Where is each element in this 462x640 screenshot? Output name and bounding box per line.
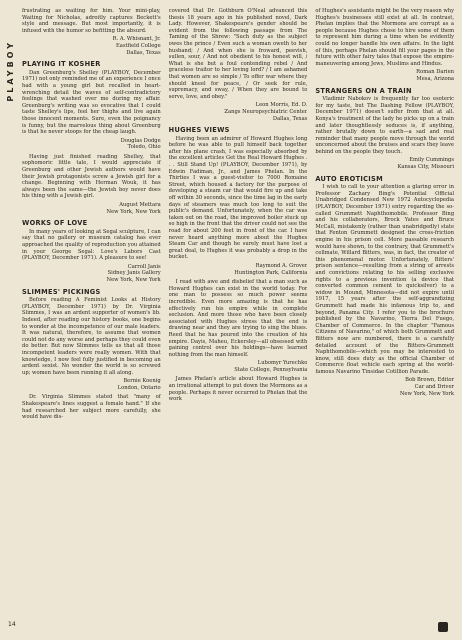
signature-location: Kansas City, Missouri — [397, 164, 455, 171]
signature-affiliation: Zangs Neuropsychiatric Center — [224, 108, 308, 115]
signature-location: New York, New York — [399, 390, 455, 397]
page-number: 14 — [8, 621, 16, 628]
letter-signature — [169, 102, 308, 122]
column-2 — [169, 8, 308, 632]
section-heading: HUGHES VIEWS — [168, 126, 230, 135]
signature-location: Dallas, Texas — [272, 115, 308, 122]
rabbit-logo-icon — [438, 622, 448, 632]
letter-signature — [169, 360, 308, 373]
magazine-sidebar: PLAYBOY — [6, 40, 15, 102]
letter-text: Before reading A Feminist Looks at History (PLAYBOY, December 1971) by Dr. Virginia Slimmes, I was an ardent supporter of women's lib. Indeed, after reading our history books, one begins to wonder at the incompetence of our male leaders. It was natural, therefore, to assume that women could not do any worse and perhaps they could even do better. But now Slimmes tells us that all those incompetent leaders were really women. With that knowledge, I now feel fully justified in becoming an ardent sexist. No wonder the world is so screwed up; women have been running it all along. — [22, 297, 161, 376]
signature-name: Raymond A. Grover — [255, 262, 308, 269]
signature-location: New York, New York — [106, 208, 161, 215]
signature-location: State College, Pennsylvania — [234, 366, 308, 373]
signature-location: London, Ontario — [117, 384, 161, 391]
letter-text: I wish to call to your attention a glaring error in Professor Zachary Bing's Potential Official Unabridged Condensed New 1972 Autocyclopedia (PLAYBOY, December 1971) entry regarding the so-called Grummett Naphthomobile. Professor Bing and his collaborators, Brock Yates and Bruce McCall, mistakenly (rather than unabridgedly) state that Fenton Grummett designed the cross-friction engine in his prison cell. More passable research would have shown, to the contrary, that Grummett's cellmate, Willard Bitters, was, in fact, the creator of this phenomenal motor. Unfortunately, Bitters' prison sentence—resulting from a string of arrests and convictions relating to his selling exclusive rights to a previous invention (a device that converted common cement to quicksilver) to a widow in Mound, Minnesota—did not expire until 1917, 15 years after the self-aggrandizing Grummett had made his infamous trip to, and beyond, Panama City. I refer you to the brochure published by the Navarino, Tierra Del Fuego, Chamber of Commerce. In the chapter "Famous Citizens of Navarino," of which both Grummett and Bitters now are numbered, there is a carefully detailed account of the Bitters-Grummett Naphthomobile—which you may be interested to know, still does duty as the official Chamber of Commerce float vehicle each spring at the world-famous Navarino Tinsidae Cotillion Parade. — [315, 184, 455, 375]
letter-signature — [169, 263, 308, 276]
letter-signature — [22, 264, 161, 284]
signature-name: Douglas Dodge — [120, 137, 161, 144]
signature-name: Lubomyr Yurechko — [257, 360, 308, 367]
signature-name: Carroll Janis — [127, 263, 161, 270]
letter-signature — [22, 202, 161, 215]
signature-name: R. A. Whisnant, Jr. — [112, 36, 161, 43]
section-heading: SLIMMES' PICKINGS — [22, 287, 101, 296]
signature-location: New York, New York — [106, 276, 161, 283]
signature-location: Huntington Park, California — [234, 269, 308, 276]
column-1 — [22, 8, 161, 632]
signature-name: August Mettara — [119, 202, 161, 209]
signature-name: Leon Morris, Ed. D. — [255, 102, 308, 109]
column-3 — [315, 8, 454, 632]
signature-name: Bernie Koenig — [123, 378, 161, 385]
letter-text: Having been an admirer of Howard Hughes long before he was able to pull himself back together after his plane crash, I was especially absorbed by the excellent articles Get the Real Howard Hughes . . . Still Stand Up! (PLAYBOY, December 1971), by Edwin Fadiman, Jr., and James Phelan. In the Thirties I was a guest-visitor to 7000 Romaine Street, which housed a factory for the purpose of developing a steam car that would fire up and take off within 30 seconds, since the time lag in the early days of steamers was much too long to suit the public's demand. Unfortunately, when the car was taken out on the road, the improved boiler stuck up so high in the front that the driver could not see the road for about 200 feet in front of the car. I have never heard anything more about the Hughes Steam Car and though he surely must have lost a great deal, to Hughes it was probably a drop in the bucket. — [168, 135, 308, 261]
letter-signature — [315, 157, 454, 170]
signature-name: Bob Brown, Editor — [405, 377, 455, 384]
letter-text: James Phelan's article about Howard Hughes is an irrational attempt to put down the Mormons as a people. Perhaps it never occurred to Phelan that the work — [168, 376, 308, 403]
letter-signature — [22, 36, 161, 56]
letter-signature — [315, 69, 454, 82]
letter-text: Having just finished reading Shelley, that sophomoric little tale, I would appreciate if Greenburg and other Jewish authors would have their Jewish protagonists screw a Jewish girl for a change. Beginning with Herman Wouk, it has always been the same—the Jewish boy never does his thing with a Jewish girl. — [22, 153, 161, 200]
signature-location: Toledo, Ohio — [127, 144, 161, 151]
signature-affiliation: Sidney Janis Gallery — [107, 270, 161, 277]
letter-text: Dan Greenburg's Shelley (PLAYBOY, December 1971) not only reminded me of an experience I once had with a young girl but recalled in heart-wrenching detail the waves of self-contradictory feelings that washed over me during my affair. Greenburg's writing was so evocative that I could taste Shelley's lips, feel her thighs and live again those innocent moments. Sure, even the poignancy is funny, but the marvelous thing about Greenburg is that he never stoops for the cheap laugh. — [22, 69, 161, 136]
letter-text: covered that Dr. Gothburn O'Neal advanced this thesis 18 years ago in his published novel, Dark Lady. However, Shakespeare's gender should be evident from the following passage from The Taming of the Shrew: "Such duty as the subject owes the prince / Even such a woman oweth to her husband; / And when she is froward, peevish, sullen, sour, / And not obedient to his honest will, / What is she but a foul contending rebel / And graceless traitor to her loving lord? / I am ashamed that women are so simple / To offer war where they should kneel for peace, / Or seek for rule, supremacy, and sway, / When they are bound to serve, love, and obey." — [168, 8, 308, 100]
letter-signature — [22, 378, 161, 391]
section-heading: WORKS OF LOVE — [22, 219, 88, 228]
signature-affiliation: Eastfield College — [116, 42, 161, 49]
signature-publication: Car and Driver — [414, 384, 455, 391]
section-heading: AUTO EROTICISM — [315, 174, 383, 183]
letter-text: of Hughes's assistants might be the very reason why Hughes's businesses still exist at all. In contrast, Phelan implies that the Mormons are corrupt as a people because Hughes chose to hire some of them to represent him during a time when he evidently could no longer handle his own affairs. In the light of this, perhaps Phelan should fill your pages in the future with other fairy tales that expose the empire-maneuvering among Jews, Muslims and Hindus. — [315, 8, 455, 67]
letter-text: In many years of looking at Segal sculpture, I can say that no gallery or museum catalog has ever approached the quality of reproduction you attained in your George Segal: Love's Labors Cast (PLAYBOY, December 1971). A pleasure to see! — [22, 228, 161, 262]
letter-text: I read with awe and disbelief that a man such as Howard Hughes can exist in the world today. For one man to possess so much power seems incredible. Even more amazing is that he has effectively run his empire while in complete seclusion. And more those who have been closely associated with Hughes stress that the end is drawing near and they are trying to sing the blues. Reed that he has poured into the creation of his empire. Dayis, Maheu, Eckersley—all obsessed with gaining control over his holdings—have learned nothing from the man himself. — [168, 279, 308, 358]
signature-location: Dallas, Texas — [126, 49, 161, 56]
signature-name: Emily Cummings — [409, 157, 455, 164]
letter-signature — [22, 138, 161, 151]
letter-text: frustrating as waiting for him. Your mini-play, Waiting for Nicholas, adroitly captures Beckett's style and message. But most importantly, it is infused with the humor so befitting the absurd. — [22, 8, 161, 34]
section-heading: STRANGERS ON A TRAIN — [315, 86, 412, 95]
section-heading: PLAYING IT KOSHER — [22, 60, 101, 69]
signature-location: Mesa, Arizona — [416, 75, 455, 82]
letter-text: Dr. Virginia Slimmes stated that "many of Shakespeare's lines suggest a female hand." If she had researched her subject more carefully, she would have dis- — [22, 394, 161, 421]
letter-signature — [315, 377, 454, 397]
letter-text: Vladimir Nabokov is frequently far too esoteric for my taste, but The Dashing Fellow (PLAYBOY, December 1971) doesn't suffer from that at all. Konya's treatment of the lady he picks up on a train and later thoughtlessly seduces is, if anything, rather brutally down to earth—a sad and real reminder that many people move through the world unconcerned about the bruises and scars they leave behind on the people they touch. — [315, 96, 455, 155]
signature-name: Roman Darien — [416, 69, 455, 76]
letters-columns — [22, 8, 454, 632]
